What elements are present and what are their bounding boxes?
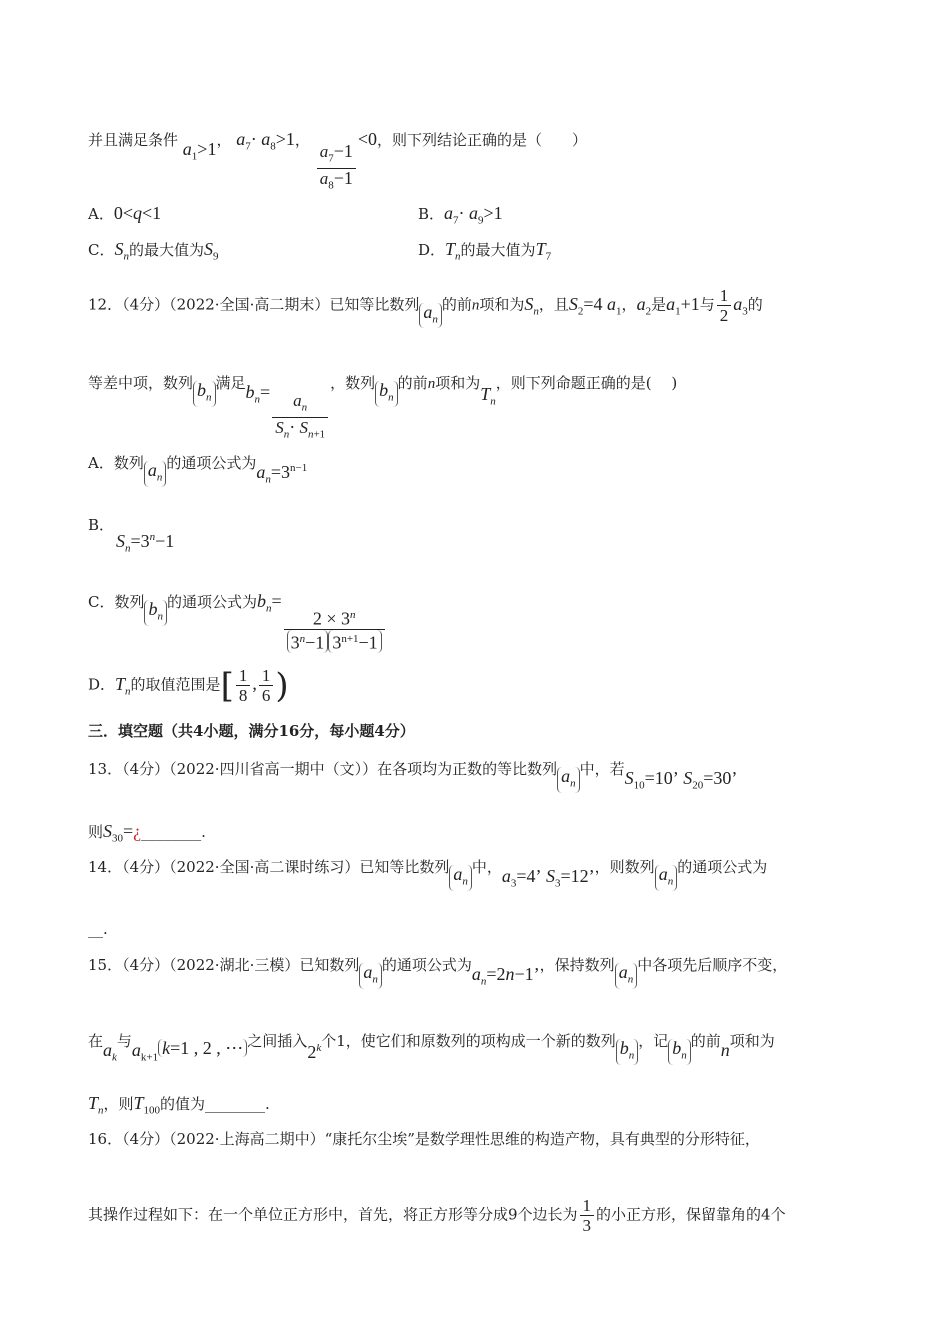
q15-line-2: 在$a_k$与$a_{k+1}$ k=1 , 2 , ⋯ 之间插入2$^k$个1，使它们和原数列的项构成一个新的数列 $b_n$，记 $b_n$的前n项和为 <box>88 1032 775 1064</box>
section-3-heading: 三．填空题（共4小题，满分16分，每小题4分） <box>88 722 415 740</box>
q11-condition-a7a8: $a_7\cdot a_8>1$ <box>236 129 295 153</box>
q12-bn-fraction: $\frac{a_n}{S_n\cdot S_{n+1}}$ <box>272 391 328 445</box>
q11-condition-fraction: $\frac{a_7-1}{a_8-1}$ <box>317 142 356 196</box>
q15-header: 15．（4分）（2022·湖北·三模）已知数列 <box>88 956 360 974</box>
q15-line-1: 15．（4分）（2022·湖北·三模）已知数列 $a_n$的通项公式为$a_n=2n-1$’，保持数列 $a_n$中各项先后顺序不变， <box>88 956 788 988</box>
q11-condition-line: 并且满足条件 $a_1>1$， $a_7\cdot a_8>1$， $\frac{a_7-1}{a_8-1}$ <0，则下列结论正确的是（ ） <box>88 128 587 196</box>
q12-c-fraction: $\frac{2 \times 3^n}{3^n-1 3^{n+1}-1}$ <box>284 606 385 652</box>
q14-line-2: __. <box>88 920 108 938</box>
q16-line-1: 16．（4分）（2022·上海高二期中）“康托尔尘埃”是数学理性思维的构造产物，具有典型的分形特征， <box>88 1130 760 1148</box>
q16-line-2: 其操作过程如下：在一个单位正方形中，首先，将正方形等分成9个边长为 $\frac{1}{3}$ 的小正方形，保留靠角的4个 <box>88 1196 786 1235</box>
q11-option-d: D．$T_n$的最大值为$T_7$ <box>418 239 552 263</box>
q12-line-2: 等差中项，数列 $b_n$满足$b_n=$ $\frac{a_n}{S_n\cdot S_{n+1}}$ ，数列 $b_n$的前n项和为$T_n$，则下列命题正确的是( ) <box>88 372 677 445</box>
q11-option-a: A．0<q<1 <box>88 203 162 223</box>
q11-option-b: B．$a_7\cdot a_9>1$ <box>418 203 503 227</box>
q13-header: 13．（4分）（2022·四川省高一期中（文））在各项均为正数的等比数列 <box>88 760 558 778</box>
q11-tail: ，则下列结论正确的是（ ） <box>377 131 588 149</box>
q14-line-1: 14．（4分）（2022·全国·高二课时练习）已知等比数列 $a_n$中，$a_3=4$’ $S_3=12$’，则数列 $a_n$的通项公式为 <box>88 858 768 890</box>
q15-line-3: $T_n$，则$T_{100}$的值为________. <box>88 1093 270 1117</box>
q12-line-1: 12．（4分）（2022·全国·高二期末）已知等比数列 $a_n$的前n项和为$S_n$，且$S_2=4$ $a_1$，$a_2$是$a_1+1$与 $\frac{1}{2}$ $a_3$的 <box>88 286 763 328</box>
q13-line-1: 13．（4分）（2022·四川省高一期中（文））在各项均为正数的等比数列 $a_n$中，若$S_{10}=10$’ $S_{20}=30$’ <box>88 760 738 792</box>
q11-condition-a1: $a_1>1$ <box>182 139 217 163</box>
q12-header: 12．（4分）（2022·全国·高二期末）已知等比数列 <box>88 295 420 314</box>
q12-option-a: A．数列 $a_n$的通项公式为$a_n=3^{n-1}$ <box>88 454 308 486</box>
q14-header: 14．（4分）（2022·全国·高二课时练习）已知等比数列 <box>88 858 450 876</box>
q11-intro: 并且满足条件 <box>88 131 179 149</box>
q12-option-d: D．$T_n$的取值范围是[ $\frac{1}{8}$ , $\frac{1}{6}$ ) <box>88 665 289 706</box>
q12-option-b: B． <box>88 516 115 534</box>
q11-option-c: C．$S_n$的最大值为$S_9$ <box>88 239 219 263</box>
q12-option-c: C．数列 $b_n$的通项公式为$b_n=$ $\frac{2 \times 3^n}{3^n-1 3^{n+1}-1}$ <box>88 590 387 653</box>
q13-line-2: 则$S_{30}=¿\_\_\_\_\_\_\_\_$. <box>88 821 206 845</box>
q12-option-b-formula: $S_n=3^n-1$ <box>116 531 175 555</box>
